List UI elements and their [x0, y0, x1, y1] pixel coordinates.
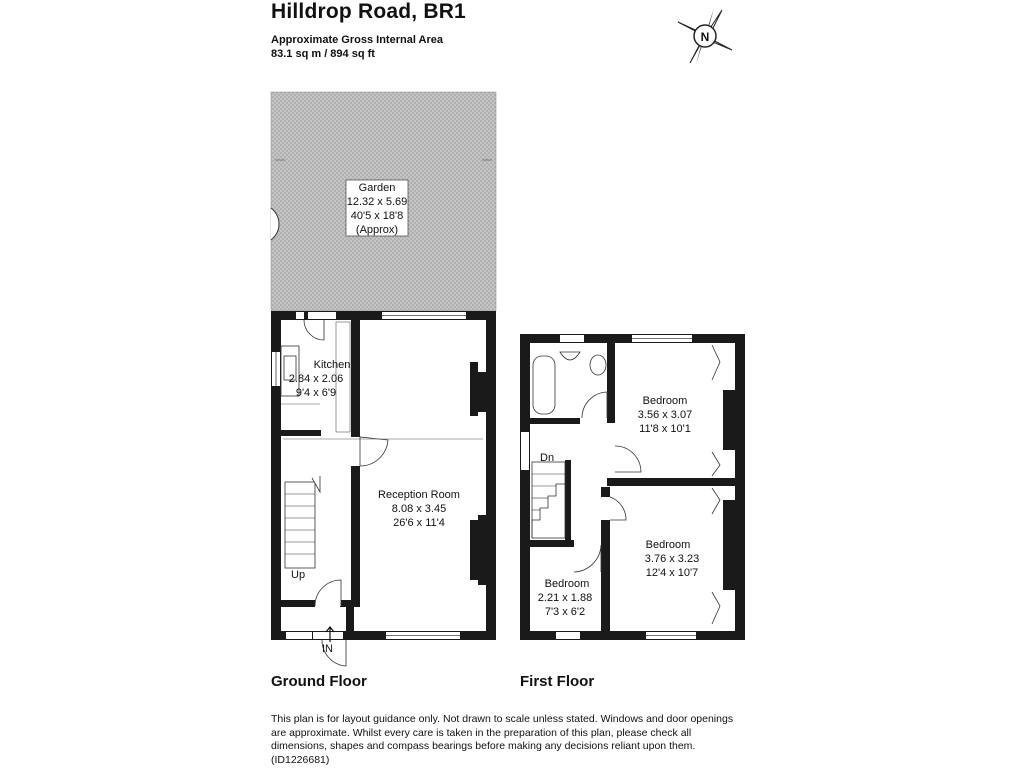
entrance-label: IN	[322, 643, 333, 655]
compass-icon	[678, 8, 732, 64]
first-floor-label: First Floor	[520, 673, 595, 690]
garden-name: Garden	[358, 182, 396, 194]
area-label: Approximate Gross Internal Area	[271, 34, 443, 46]
reception-name: Reception Room	[378, 489, 460, 501]
bedroom-3-name: Bedroom	[544, 578, 590, 590]
bedroom-1-name: Bedroom	[642, 395, 688, 407]
ground-floor-plan	[271, 92, 496, 666]
bedroom-2-metric: 3.76 x 3.23	[644, 553, 700, 565]
ground-stairs	[285, 476, 320, 568]
kitchen-imperial: 9'4 x 6'9	[295, 387, 337, 399]
disclaimer-text: This plan is for layout guidance only. Not drawn to scale unless stated. Windows and door openings are approximate. Whilst every care is taken in the preparation of this plan, please check all dimensions, shapes and compass bearings before making any decisions reliant upon them. (ID1226681)	[271, 713, 734, 766]
bedroom-1-metric: 3.56 x 3.07	[637, 409, 693, 421]
first-stairs-label: Dn	[540, 452, 555, 464]
kitchen-name: Kitchen	[313, 359, 351, 371]
reception-imperial: 26'6 x 11'4	[393, 517, 445, 529]
ground-stairs-label: Up	[291, 569, 306, 581]
kitchen-metric: 2.84 x 2.06	[288, 373, 344, 385]
first-floor-plan	[520, 334, 745, 640]
bedroom-3-metric: 2.21 x 1.88	[537, 592, 593, 604]
ground-floor-label: Ground Floor	[271, 673, 367, 690]
bedroom-2-name: Bedroom	[645, 539, 691, 551]
page-title: Hilldrop Road, BR1	[271, 0, 466, 23]
garden-imperial: 40'5 x 18'8	[350, 210, 404, 222]
bedroom-2-imperial: 12'4 x 10'7	[645, 567, 699, 579]
reception-metric: 8.08 x 3.45	[391, 503, 447, 515]
area-value: 83.1 sq m / 894 sq ft	[271, 48, 375, 60]
compass-label: N	[700, 30, 710, 44]
bedroom-3-imperial: 7'3 x 6'2	[544, 606, 586, 618]
garden-metric: 12.32 x 5.69	[346, 196, 408, 208]
first-stairs	[532, 462, 565, 538]
garden-note: (Approx)	[355, 224, 399, 236]
bedroom-1-imperial: 11'8 x 10'1	[639, 423, 691, 435]
